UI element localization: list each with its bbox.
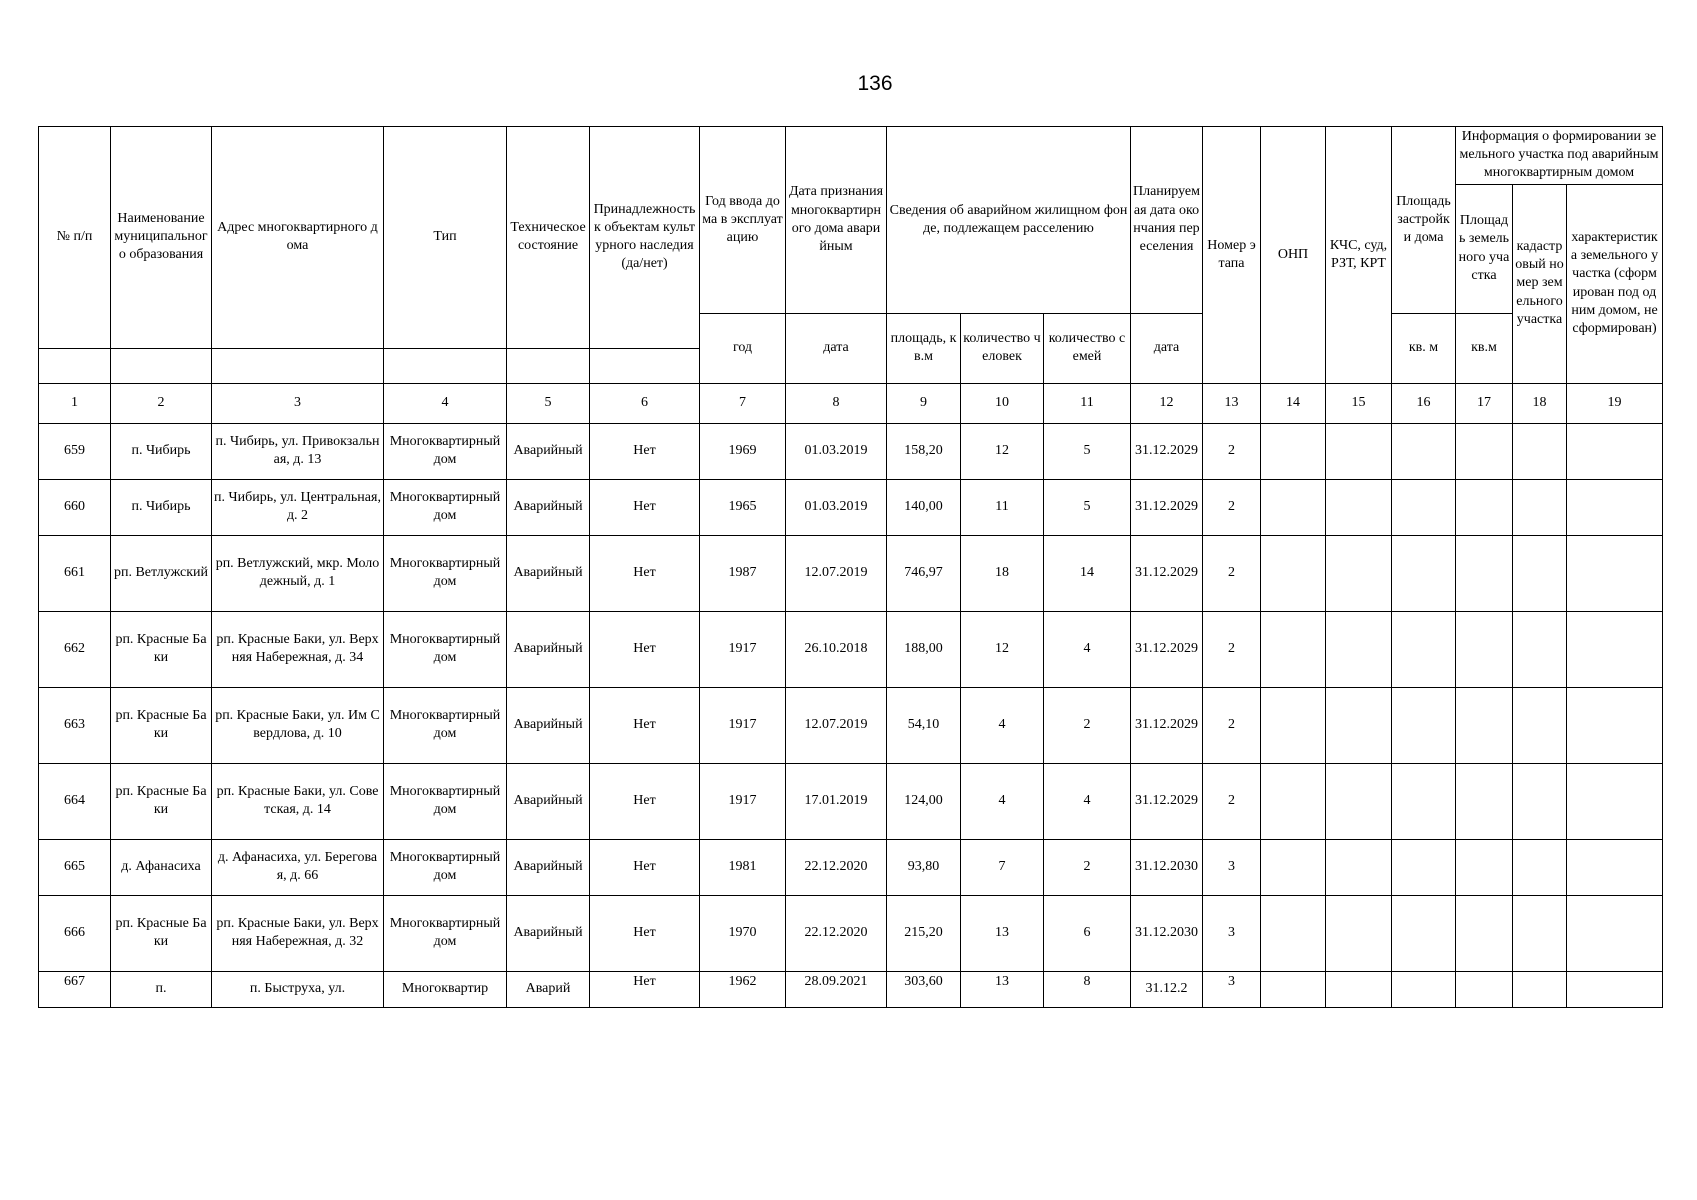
column-number-cell: 12 <box>1131 383 1203 423</box>
people-count-cell: 12 <box>961 611 1044 687</box>
header-cell-heritage: Принадлежность к объектам культурного наследия (да/нет) <box>590 127 700 349</box>
column-number-cell: 8 <box>786 383 887 423</box>
municipality-cell: п. <box>111 971 212 1007</box>
header-cell-row-number: № п/п <box>39 127 111 349</box>
building-type-cell: Многоквартирный дом <box>384 687 507 763</box>
empty-cell <box>1326 479 1392 535</box>
empty-cell <box>1392 611 1456 687</box>
municipality-cell: рп. Красные Баки <box>111 687 212 763</box>
heritage-cell: Нет <box>590 971 700 1007</box>
empty-cell <box>1392 535 1456 611</box>
column-number-cell: 14 <box>1261 383 1326 423</box>
recognition-date-cell: 12.07.2019 <box>786 687 887 763</box>
technical-state-cell: Аварийный <box>507 423 590 479</box>
empty-cell <box>1392 839 1456 895</box>
header-cell-recognition-date: Дата признания многоквартирного дома аварийным <box>786 127 887 314</box>
empty-cell <box>1567 687 1663 763</box>
municipality-cell: п. Чибирь <box>111 479 212 535</box>
people-count-cell: 4 <box>961 763 1044 839</box>
table-row <box>39 535 1663 611</box>
header-cell-onp: ОНП <box>1261 127 1326 384</box>
header-cell-kchs: КЧС, суд, РЗТ, КРТ <box>1326 127 1392 384</box>
header-cell-land-characteristic: характеристика земельного участка (сформирован под одним домом, не сформирован) <box>1567 184 1663 383</box>
empty-cell <box>1456 611 1513 687</box>
family-count-cell: 2 <box>1044 687 1131 763</box>
family-count-cell: 4 <box>1044 763 1131 839</box>
municipality-cell: рп. Красные Баки <box>111 611 212 687</box>
table-row <box>39 423 1663 479</box>
column-number-cell: 5 <box>507 383 590 423</box>
row-number-cell: 662 <box>39 611 111 687</box>
commission-year-cell: 1970 <box>700 895 786 971</box>
area-cell: 215,20 <box>887 895 961 971</box>
empty-cell <box>1456 535 1513 611</box>
empty-cell <box>1261 971 1326 1007</box>
empty-cell <box>1567 895 1663 971</box>
heritage-cell: Нет <box>590 535 700 611</box>
building-type-cell: Многоквартирный дом <box>384 479 507 535</box>
stage-number-cell: 2 <box>1203 479 1261 535</box>
header-cell-year: Год ввода дома в эксплуатацию <box>700 127 786 314</box>
technical-state-cell: Аварийный <box>507 479 590 535</box>
planned-date-cell: 31.12.2030 <box>1131 839 1203 895</box>
header-cell-empty <box>507 348 590 383</box>
column-number-cell: 6 <box>590 383 700 423</box>
empty-cell <box>1513 763 1567 839</box>
row-number-cell: 664 <box>39 763 111 839</box>
commission-year-cell: 1981 <box>700 839 786 895</box>
table-row <box>39 839 1663 895</box>
people-count-cell: 4 <box>961 687 1044 763</box>
empty-cell <box>1326 839 1392 895</box>
address-cell: рп. Красные Баки, ул. Верхняя Набережная, д. 32 <box>212 895 384 971</box>
header-cell-address: Адрес многоквартирного дома <box>212 127 384 349</box>
column-number-cell: 17 <box>1456 383 1513 423</box>
column-number-cell: 11 <box>1044 383 1131 423</box>
planned-date-cell: 31.12.2029 <box>1131 479 1203 535</box>
empty-cell <box>1326 535 1392 611</box>
address-cell: п. Быструха, ул. <box>212 971 384 1007</box>
header-cell-empty <box>212 348 384 383</box>
commission-year-cell: 1917 <box>700 763 786 839</box>
header-cell-land-plot-info: Информация о формировании земельного участка под аварийным многоквартирным домом <box>1456 127 1663 185</box>
header-cell-building-area-unit: кв. м <box>1392 313 1456 383</box>
header-cell-area-sub: площадь, кв.м <box>887 313 961 383</box>
column-number-cell: 9 <box>887 383 961 423</box>
empty-cell <box>1456 895 1513 971</box>
row-number-cell: 666 <box>39 895 111 971</box>
empty-cell <box>1261 535 1326 611</box>
table-row <box>39 479 1663 535</box>
area-cell: 54,10 <box>887 687 961 763</box>
stage-number-cell: 2 <box>1203 687 1261 763</box>
table-row <box>39 763 1663 839</box>
empty-cell <box>1326 687 1392 763</box>
people-count-cell: 7 <box>961 839 1044 895</box>
header-cell-empty <box>590 348 700 383</box>
area-cell: 188,00 <box>887 611 961 687</box>
row-number-cell: 665 <box>39 839 111 895</box>
emergency-housing-table <box>38 126 1663 1008</box>
column-number-cell: 15 <box>1326 383 1392 423</box>
building-type-cell: Многоквартирный дом <box>384 611 507 687</box>
planned-date-cell: 31.12.2029 <box>1131 535 1203 611</box>
recognition-date-cell: 01.03.2019 <box>786 479 887 535</box>
recognition-date-cell: 22.12.2020 <box>786 839 887 895</box>
header-cell-planned-date-sub: дата <box>1131 313 1203 383</box>
address-cell: д. Афанасиха, ул. Береговая, д. 66 <box>212 839 384 895</box>
empty-cell <box>1513 535 1567 611</box>
municipality-cell: рп. Ветлужский <box>111 535 212 611</box>
header-cell-municipality: Наименование муниципального образования <box>111 127 212 349</box>
municipality-cell: рп. Красные Баки <box>111 895 212 971</box>
building-type-cell: Многоквартирный дом <box>384 839 507 895</box>
recognition-date-cell: 26.10.2018 <box>786 611 887 687</box>
planned-date-cell: 31.12.2029 <box>1131 687 1203 763</box>
family-count-cell: 5 <box>1044 479 1131 535</box>
empty-cell <box>1326 763 1392 839</box>
stage-number-cell: 2 <box>1203 611 1261 687</box>
planned-date-cell: 31.12.2 <box>1131 971 1203 1007</box>
family-count-cell: 2 <box>1044 839 1131 895</box>
area-cell: 158,20 <box>887 423 961 479</box>
empty-cell <box>1456 423 1513 479</box>
heritage-cell: Нет <box>590 895 700 971</box>
empty-cell <box>1456 687 1513 763</box>
heritage-cell: Нет <box>590 423 700 479</box>
recognition-date-cell: 22.12.2020 <box>786 895 887 971</box>
address-cell: рп. Красные Баки, ул. Верхняя Набережная, д. 34 <box>212 611 384 687</box>
header-cell-technical-state: Техническое состояние <box>507 127 590 349</box>
recognition-date-cell: 12.07.2019 <box>786 535 887 611</box>
commission-year-cell: 1917 <box>700 611 786 687</box>
area-cell: 303,60 <box>887 971 961 1007</box>
planned-date-cell: 31.12.2029 <box>1131 611 1203 687</box>
header-cell-empty <box>39 348 111 383</box>
header-cell-empty <box>111 348 212 383</box>
building-type-cell: Многоквартирный дом <box>384 535 507 611</box>
empty-cell <box>1261 611 1326 687</box>
empty-cell <box>1326 895 1392 971</box>
empty-cell <box>1392 895 1456 971</box>
address-cell: п. Чибирь, ул. Центральная, д. 2 <box>212 479 384 535</box>
technical-state-cell: Аварийный <box>507 839 590 895</box>
header-cell-emergency-fund: Сведения об аварийном жилищном фонде, подлежащем расселению <box>887 127 1131 314</box>
empty-cell <box>1326 423 1392 479</box>
family-count-cell: 5 <box>1044 423 1131 479</box>
header-cell-cadastral-number: кадастровый номер земельного участка <box>1513 184 1567 383</box>
people-count-cell: 11 <box>961 479 1044 535</box>
stage-number-cell: 2 <box>1203 763 1261 839</box>
planned-date-cell: 31.12.2029 <box>1131 423 1203 479</box>
stage-number-cell: 2 <box>1203 535 1261 611</box>
header-cell-empty <box>384 348 507 383</box>
column-number-cell: 16 <box>1392 383 1456 423</box>
header-cell-families-sub: количество семей <box>1044 313 1131 383</box>
commission-year-cell: 1987 <box>700 535 786 611</box>
empty-cell <box>1513 611 1567 687</box>
commission-year-cell: 1969 <box>700 423 786 479</box>
heritage-cell: Нет <box>590 687 700 763</box>
table-row <box>39 895 1663 971</box>
header-cell-year-sub: год <box>700 313 786 383</box>
header-cell-land-area-unit: кв.м <box>1456 313 1513 383</box>
empty-cell <box>1513 423 1567 479</box>
technical-state-cell: Аварийный <box>507 895 590 971</box>
heritage-cell: Нет <box>590 479 700 535</box>
family-count-cell: 14 <box>1044 535 1131 611</box>
header-cell-land-area: Площадь земельного участка <box>1456 184 1513 313</box>
building-type-cell: Многоквартирный дом <box>384 895 507 971</box>
empty-cell <box>1567 423 1663 479</box>
building-type-cell: Многоквартирный дом <box>384 763 507 839</box>
building-type-cell: Многоквартирный дом <box>384 423 507 479</box>
empty-cell <box>1456 971 1513 1007</box>
stage-number-cell: 2 <box>1203 423 1261 479</box>
empty-cell <box>1261 479 1326 535</box>
municipality-cell: д. Афанасиха <box>111 839 212 895</box>
row-number-cell: 663 <box>39 687 111 763</box>
technical-state-cell: Аварий <box>507 971 590 1007</box>
empty-cell <box>1392 763 1456 839</box>
technical-state-cell: Аварийный <box>507 763 590 839</box>
empty-cell <box>1326 611 1392 687</box>
municipality-cell: п. Чибирь <box>111 423 212 479</box>
empty-cell <box>1513 479 1567 535</box>
commission-year-cell: 1965 <box>700 479 786 535</box>
empty-cell <box>1513 687 1567 763</box>
empty-cell <box>1261 423 1326 479</box>
empty-cell <box>1456 479 1513 535</box>
column-number-cell: 4 <box>384 383 507 423</box>
commission-year-cell: 1917 <box>700 687 786 763</box>
header-cell-stage: Номер этапа <box>1203 127 1261 384</box>
address-cell: рп. Красные Баки, ул. Им Свердлова, д. 10 <box>212 687 384 763</box>
family-count-cell: 4 <box>1044 611 1131 687</box>
empty-cell <box>1326 971 1392 1007</box>
technical-state-cell: Аварийный <box>507 611 590 687</box>
family-count-cell: 8 <box>1044 971 1131 1007</box>
people-count-cell: 12 <box>961 423 1044 479</box>
address-cell: рп. Красные Баки, ул. Советская, д. 14 <box>212 763 384 839</box>
page-number: 136 <box>857 72 893 95</box>
area-cell: 124,00 <box>887 763 961 839</box>
empty-cell <box>1513 839 1567 895</box>
empty-cell <box>1567 763 1663 839</box>
table-row <box>39 687 1663 763</box>
header-cell-planned-date: Планируемая дата окончания переселения <box>1131 127 1203 314</box>
people-count-cell: 18 <box>961 535 1044 611</box>
header-cell-date-sub: дата <box>786 313 887 383</box>
heritage-cell: Нет <box>590 763 700 839</box>
column-number-cell: 18 <box>1513 383 1567 423</box>
technical-state-cell: Аварийный <box>507 687 590 763</box>
column-number-cell: 1 <box>39 383 111 423</box>
header-cell-type: Тип <box>384 127 507 349</box>
column-number-cell: 19 <box>1567 383 1663 423</box>
commission-year-cell: 1962 <box>700 971 786 1007</box>
stage-number-cell: 3 <box>1203 971 1261 1007</box>
header-cell-building-area: Площадь застройки дома <box>1392 127 1456 314</box>
area-cell: 746,97 <box>887 535 961 611</box>
table-row <box>39 611 1663 687</box>
planned-date-cell: 31.12.2030 <box>1131 895 1203 971</box>
stage-number-cell: 3 <box>1203 895 1261 971</box>
people-count-cell: 13 <box>961 971 1044 1007</box>
column-number-cell: 7 <box>700 383 786 423</box>
empty-cell <box>1567 611 1663 687</box>
column-number-row <box>39 383 1663 423</box>
empty-cell <box>1567 971 1663 1007</box>
area-cell: 93,80 <box>887 839 961 895</box>
area-cell: 140,00 <box>887 479 961 535</box>
planned-date-cell: 31.12.2029 <box>1131 763 1203 839</box>
address-cell: п. Чибирь, ул. Привокзальная, д. 13 <box>212 423 384 479</box>
recognition-date-cell: 28.09.2021 <box>786 971 887 1007</box>
municipality-cell: рп. Красные Баки <box>111 763 212 839</box>
heritage-cell: Нет <box>590 839 700 895</box>
empty-cell <box>1261 895 1326 971</box>
empty-cell <box>1513 971 1567 1007</box>
row-number-cell: 660 <box>39 479 111 535</box>
empty-cell <box>1567 535 1663 611</box>
empty-cell <box>1513 895 1567 971</box>
empty-cell <box>1392 479 1456 535</box>
empty-cell <box>1261 763 1326 839</box>
column-number-cell: 2 <box>111 383 212 423</box>
row-number-cell: 659 <box>39 423 111 479</box>
empty-cell <box>1456 839 1513 895</box>
row-number-cell: 667 <box>39 971 111 1007</box>
empty-cell <box>1261 687 1326 763</box>
address-cell: рп. Ветлужский, мкр. Молодежный, д. 1 <box>212 535 384 611</box>
empty-cell <box>1392 423 1456 479</box>
header-cell-people-sub: количество человек <box>961 313 1044 383</box>
heritage-cell: Нет <box>590 611 700 687</box>
column-number-cell: 10 <box>961 383 1044 423</box>
stage-number-cell: 3 <box>1203 839 1261 895</box>
family-count-cell: 6 <box>1044 895 1131 971</box>
empty-cell <box>1261 839 1326 895</box>
column-number-cell: 3 <box>212 383 384 423</box>
recognition-date-cell: 17.01.2019 <box>786 763 887 839</box>
empty-cell <box>1392 687 1456 763</box>
column-number-cell: 13 <box>1203 383 1261 423</box>
building-type-cell: Многоквартир <box>384 971 507 1007</box>
empty-cell <box>1456 763 1513 839</box>
empty-cell <box>1567 479 1663 535</box>
table-row <box>39 971 1663 1007</box>
technical-state-cell: Аварийный <box>507 535 590 611</box>
people-count-cell: 13 <box>961 895 1044 971</box>
row-number-cell: 661 <box>39 535 111 611</box>
empty-cell <box>1392 971 1456 1007</box>
empty-cell <box>1567 839 1663 895</box>
recognition-date-cell: 01.03.2019 <box>786 423 887 479</box>
